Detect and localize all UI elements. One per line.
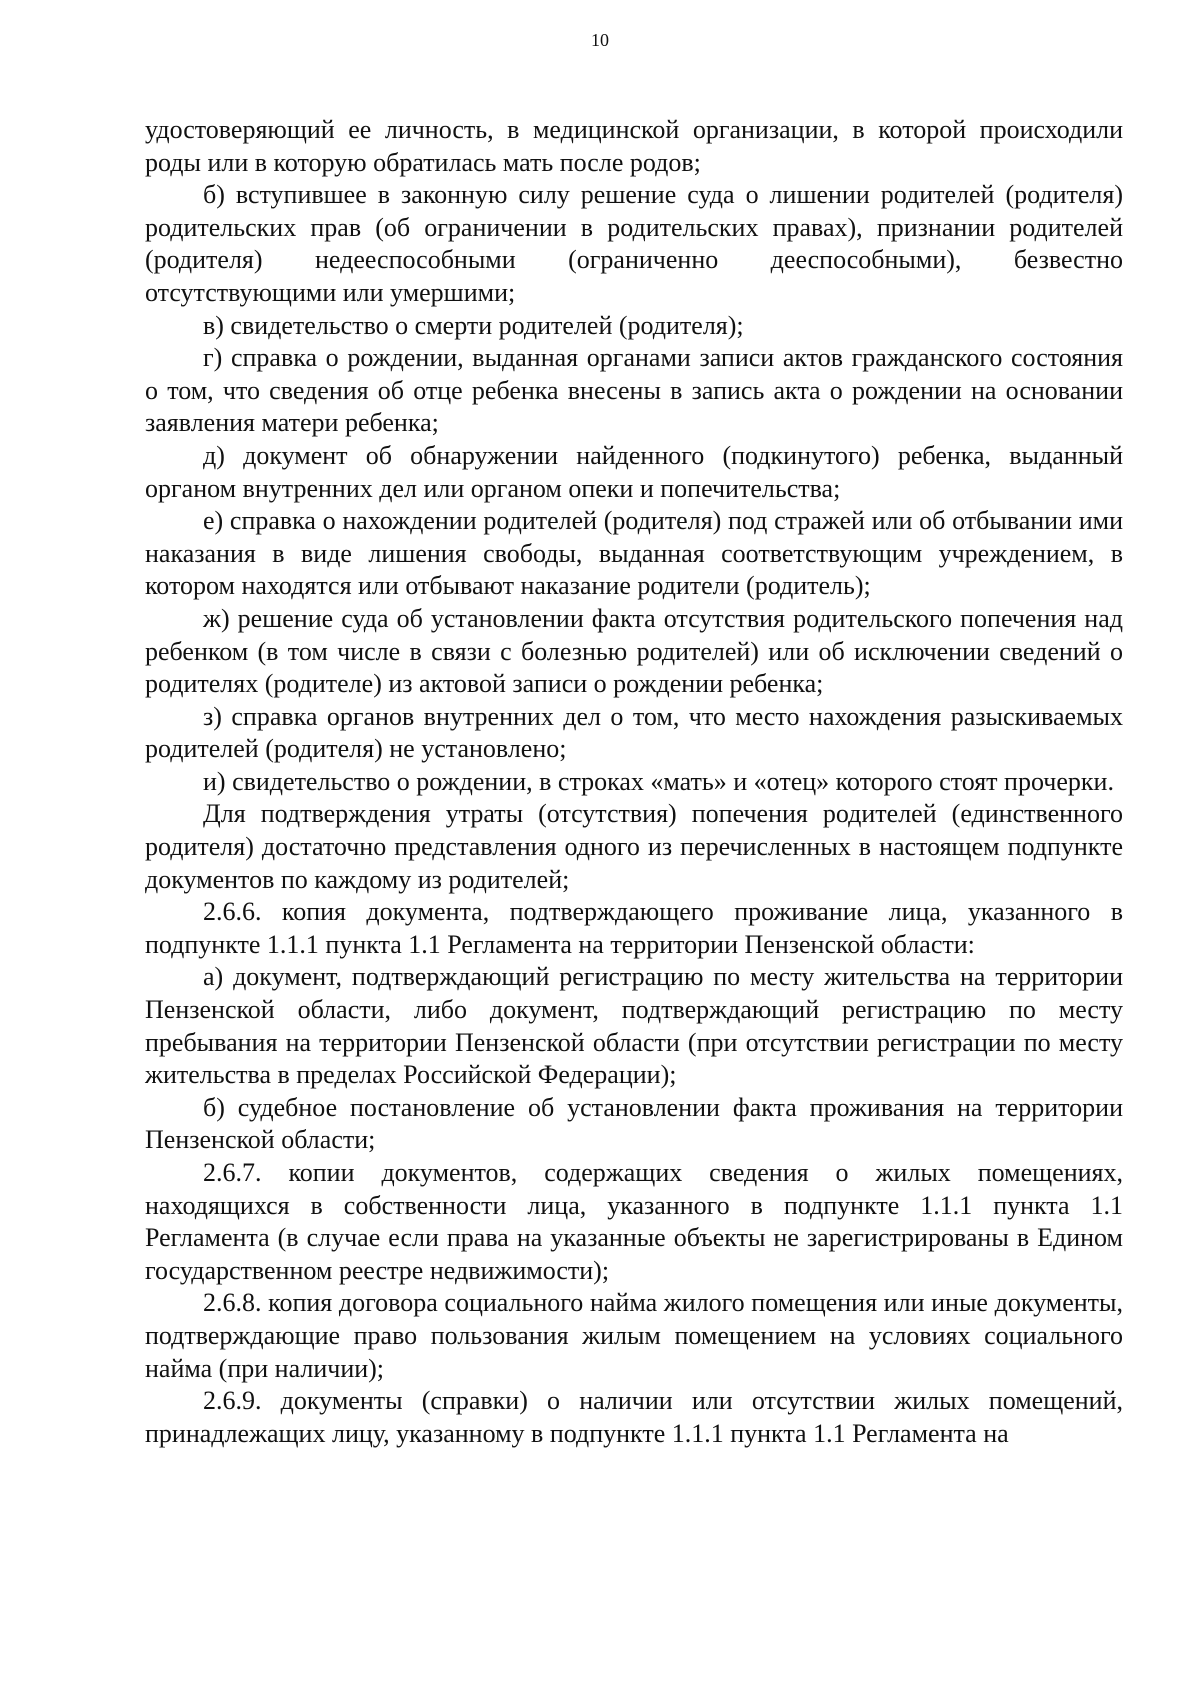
paragraph-confirmation: Для подтверждения утраты (отсутствия) попечения родителей (единственного родителя) достаточно представления одного из перечисленных в настоящем подпункте документов по каждому из родителей; [145,799,1123,894]
paragraph-continuation: удостоверяющий ее личность, в медицинской организации, в которой происходили роды или в которую обратилась мать после родов; [145,115,1123,177]
document-body [145,114,1123,1450]
clause-2-6-8: 2.6.8. копия договора социального найма жилого помещения или иные документы, подтверждающие право пользования жилым помещением на условиях социального найма (при наличии); [145,1288,1123,1383]
list-item-e: е) справка о нахождении родителей (родителя) под стражей или об отбывании ими наказания в виде лишения свободы, выданная соответствующим учреждением, в котором находятся или отбывают наказание родители (родитель); [145,506,1123,601]
list-item-g: г) справка о рождении, выданная органами записи актов гражданского состояния о том, что сведения об отце ребенка внесены в запись акта о рождении на основании заявления матери ребенка; [145,343,1123,438]
list-item-i: и) свидетельство о рождении, в строках «мать» и «отец» которого стоят прочерки. [203,766,1114,796]
list-item-d: д) документ об обнаружении найденного (подкинутого) ребенка, выданный органом внутренних дел или органом опеки и попечительства; [145,440,1123,503]
clause-2-6-9: 2.6.9. документы (справки) о наличии или отсутствии жилых помещений, принадлежащих лицу, указанному в подпункте 1.1.1 пункта 1.1 Регламента на [145,1386,1123,1448]
clause-2-6-6: 2.6.6. копия документа, подтверждающего проживание лица, указанного в подпункте 1.1.1 пункта 1.1 Регламента на территории Пензенской области: [145,897,1123,959]
page-number: 10 [591,30,609,50]
list-item-b: б) вступившее в законную силу решение суда о лишении родителей (родителя) родительских прав (об ограничении в родительских правах), признании родителей (родителя) недееспособными (ограниченно дееспособными), безвестно отсутствующими или умершими; [145,180,1123,307]
clause-2-6-6-item-b: б) судебное постановление об установлении факта проживания на территории Пензенской области; [145,1092,1123,1155]
list-item-zh: ж) решение суда об установлении факта отсутствия родительского попечения над ребенком (в том числе в связи с болезнью родителей) или об исключении сведений о родителях (родителе) из актовой записи о рождении ребенка; [145,603,1123,699]
list-item-z: з) справка органов внутренних дел о том, что место нахождения разыскиваемых родителей (родителя) не установлено; [145,701,1123,764]
list-item-v: в) свидетельство о смерти родителей (родителя); [203,310,744,340]
clause-2-6-7: 2.6.7. копии документов, содержащих сведения о жилых помещениях, находящихся в собственности лица, указанного в подпункте 1.1.1 пункта 1.1 Регламента (в случае если права на указанные объекты не зарегистрированы в Едином государственном реестре недвижимости); [145,1158,1123,1285]
clause-2-6-6-item-a: а) документ, подтверждающий регистрацию по месту жительства на территории Пензенской области, либо документ, подтверждающий регистрацию по месту пребывания на территории Пензенской области (при отсутствии регистрации по месту жительства в пределах Российской Федерации); [145,962,1123,1090]
